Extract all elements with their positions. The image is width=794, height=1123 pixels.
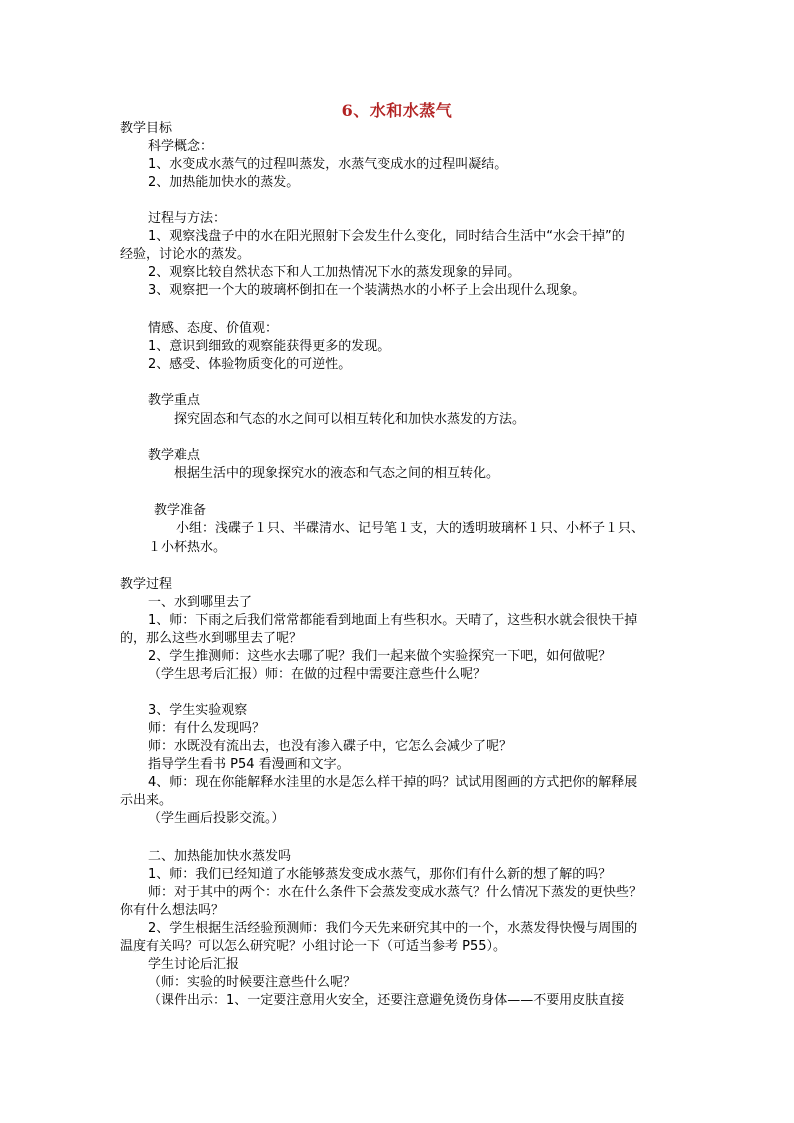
- subheading-science-concepts: 科学概念：: [148, 139, 214, 154]
- text-line: （课件出示：1、一定要注意用火安全，还要注意避免烫伤身体——不要用皮肤直接: [148, 993, 625, 1008]
- text-line: 师：有什么发现吗？: [148, 721, 266, 736]
- text-line: 2、学生推测师：这些水去哪了呢？我们一起来做个实验探究一下吧，如何做呢？: [148, 649, 612, 664]
- text-line: 2、感受、体验物质变化的可逆性。: [148, 357, 352, 372]
- text-line: （学生画后投影交流。）: [148, 811, 285, 826]
- text-line: 小组：浅碟子１只、半碟清水、记号笔１支，大的透明玻璃杯１只、小杯子１只、: [176, 521, 645, 536]
- text-line: １小杯热水。: [148, 540, 227, 555]
- text-line: 2、学生根据生活经验预测师：我们今天先来研究其中的一个，水蒸发得快慢与周围的: [148, 921, 638, 936]
- heading-preparation: 教学准备: [154, 503, 207, 518]
- text-line: 3、观察把一个大的玻璃杯倒扣在一个装满热水的小杯子上会出现什么现象。: [148, 283, 586, 298]
- text-line: 1、师：下雨之后我们常常都能看到地面上有些积水。天晴了，这些积水就会很快干掉: [148, 613, 638, 628]
- text-line: （学生思考后汇报）师：在做的过程中需要注意些什么呢？: [148, 667, 487, 682]
- text-line: 2、观察比较自然状态下和人工加热情况下水的蒸发现象的异同。: [148, 265, 521, 280]
- text-line: 1、水变成水蒸气的过程叫蒸发，水蒸气变成水的过程叫凝结。: [148, 157, 508, 172]
- text-line: 师：对于其中的两个：水在什么条件下会蒸发变成水蒸气？什么情况下蒸发的更快些？: [148, 885, 643, 900]
- text-line: 1、师：我们已经知道了水能够蒸发变成水蒸气，那你们有什么新的想了解的吗？: [148, 867, 612, 882]
- heading-teaching-goals: 教学目标: [120, 121, 173, 136]
- text-line: 4、师：现在你能解释水洼里的水是怎么样干掉的吗？试试用图画的方式把你的解释展: [148, 775, 638, 790]
- text-line: 师：水既没有流出去，也没有渗入碟子中，它怎么会减少了呢？: [148, 739, 513, 754]
- heading-difficult-points: 教学难点: [148, 448, 201, 463]
- text-line: 1、意识到细致的观察能获得更多的发现。: [148, 339, 391, 354]
- text-line: 你有什么想法吗？: [120, 903, 225, 918]
- heading-key-points: 教学重点: [148, 393, 201, 408]
- text-line: 学生讨论后汇报: [148, 957, 240, 972]
- subheading-process-methods: 过程与方法：: [148, 211, 227, 226]
- text-line: （师：实验的时候要注意些什么呢？: [148, 975, 357, 990]
- text-line: 指导学生看书 P54 看漫画和文字。: [148, 757, 350, 772]
- subheading-attitudes-values: 情感、态度、价值观：: [148, 321, 279, 336]
- text-line: 经验，讨论水的蒸发。: [120, 247, 251, 262]
- text-line: 1、观察浅盘子中的水在阳光照射下会发生什么变化，同时结合生活中“水会干掉”的: [148, 229, 625, 244]
- text-line: 3、学生实验观察: [148, 703, 248, 718]
- text-line: 示出来。: [120, 793, 173, 808]
- text-line: 2、加热能加快水的蒸发。: [148, 175, 300, 190]
- document-title: 6、水和水蒸气: [341, 101, 453, 120]
- text-line: 的，那么这些水到哪里去了呢？: [120, 631, 303, 646]
- text-line: 温度有关吗？可以怎么研究呢？小组讨论一下（可适当参考 P55）。: [120, 939, 507, 954]
- text-line: 探究固态和气态的水之间可以相互转化和加快水蒸发的方法。: [174, 412, 526, 427]
- text-line: 根据生活中的现象探究水的液态和气态之间的相互转化。: [174, 466, 500, 481]
- subheading-section-two: 二、加热能加快水蒸发吗: [148, 849, 292, 864]
- heading-teaching-process: 教学过程: [120, 577, 173, 592]
- subheading-section-one: 一、水到哪里去了: [148, 595, 253, 610]
